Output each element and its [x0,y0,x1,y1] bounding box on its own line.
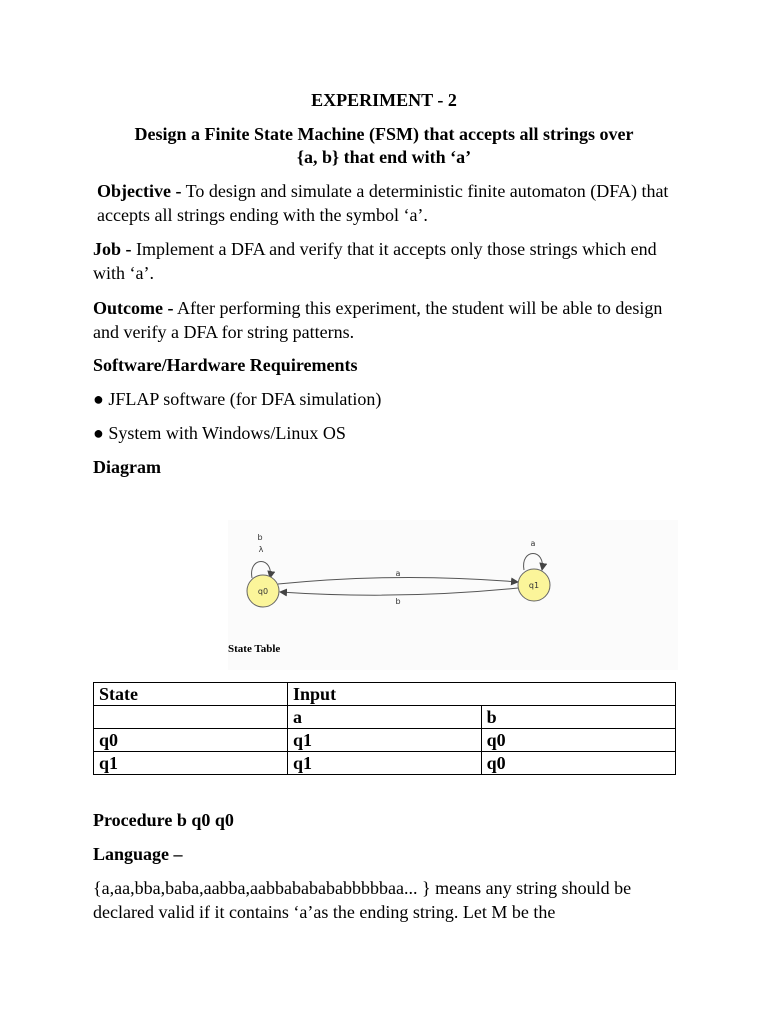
table-header-cell: State [94,683,288,706]
job-text: Implement a DFA and verify that it accepts only those strings which end with ‘a’. [93,239,657,283]
q1-loop-label-a: a [530,539,536,548]
state-table-caption: State Table [228,643,281,655]
transition-q0-q1 [278,577,518,584]
table-cell: q0 [94,729,288,752]
job-paragraph [93,237,683,285]
state-q0-label: q0 [257,587,269,596]
objective-text: To design and simulate a deterministic finite automaton (DFA) that accepts all strings ending with the symbol ‘a’. [97,181,669,225]
outcome-paragraph [93,296,683,344]
q0-loop-label-lambda: λ [258,545,264,554]
language-paragraph: {a,aa,bba,baba,aabba,aabbababababbbbbaa... } means any string should be declared valid if it contains ‘a’as the ending string. Let M be the [93,878,632,922]
requirement-item: ● JFLAP software (for DFA simulation) [93,389,382,409]
table-cell: q1 [288,752,482,775]
page-title: EXPERIMENT - 2 [311,90,457,110]
table-row [94,729,676,752]
subtitle-line-1: Design a Finite State Machine (FSM) that accepts all strings over [134,124,634,144]
transition-q1-q0-label: b [395,597,401,606]
dfa-diagram [228,520,678,670]
outcome-label: Outcome - [93,298,174,318]
objective-paragraph [97,179,687,227]
state-q1-label: q1 [528,581,540,590]
table-header-row [94,683,676,706]
table-cell: q0 [481,729,675,752]
table-cell: q0 [481,752,675,775]
experiment-subtitle [93,123,675,169]
transition-q1-q0 [280,588,518,595]
subtitle-line-2: {a, b} that end with ‘a’ [296,147,472,167]
state-table [93,682,676,775]
table-subheader-cell: b [481,706,675,729]
q0-loop-label-b: b [257,533,263,542]
language-heading: Language – [93,844,183,864]
dfa-diagram-svg [228,520,678,670]
requirement-item: ● System with Windows/Linux OS [93,423,346,443]
table-header-cell [481,683,675,706]
table-subheader-cell: a [288,706,482,729]
requirements-heading: Software/Hardware Requirements [93,355,358,375]
table-row [94,752,676,775]
q1-self-loop [524,554,543,571]
transition-q0-q1-label: a [395,569,401,578]
job-label: Job - [93,239,132,259]
table-subheader-row [94,706,676,729]
table-cell: q1 [288,729,482,752]
procedure-heading: Procedure b q0 q0 [93,810,234,830]
table-subheader-cell [94,706,288,729]
outcome-text: After performing this experiment, the student will be able to design and verify a DFA for string patterns. [93,298,663,342]
objective-label: Objective - [97,181,182,201]
table-cell: q1 [94,752,288,775]
table-header-cell: Input [288,683,482,706]
diagram-heading: Diagram [93,457,161,477]
